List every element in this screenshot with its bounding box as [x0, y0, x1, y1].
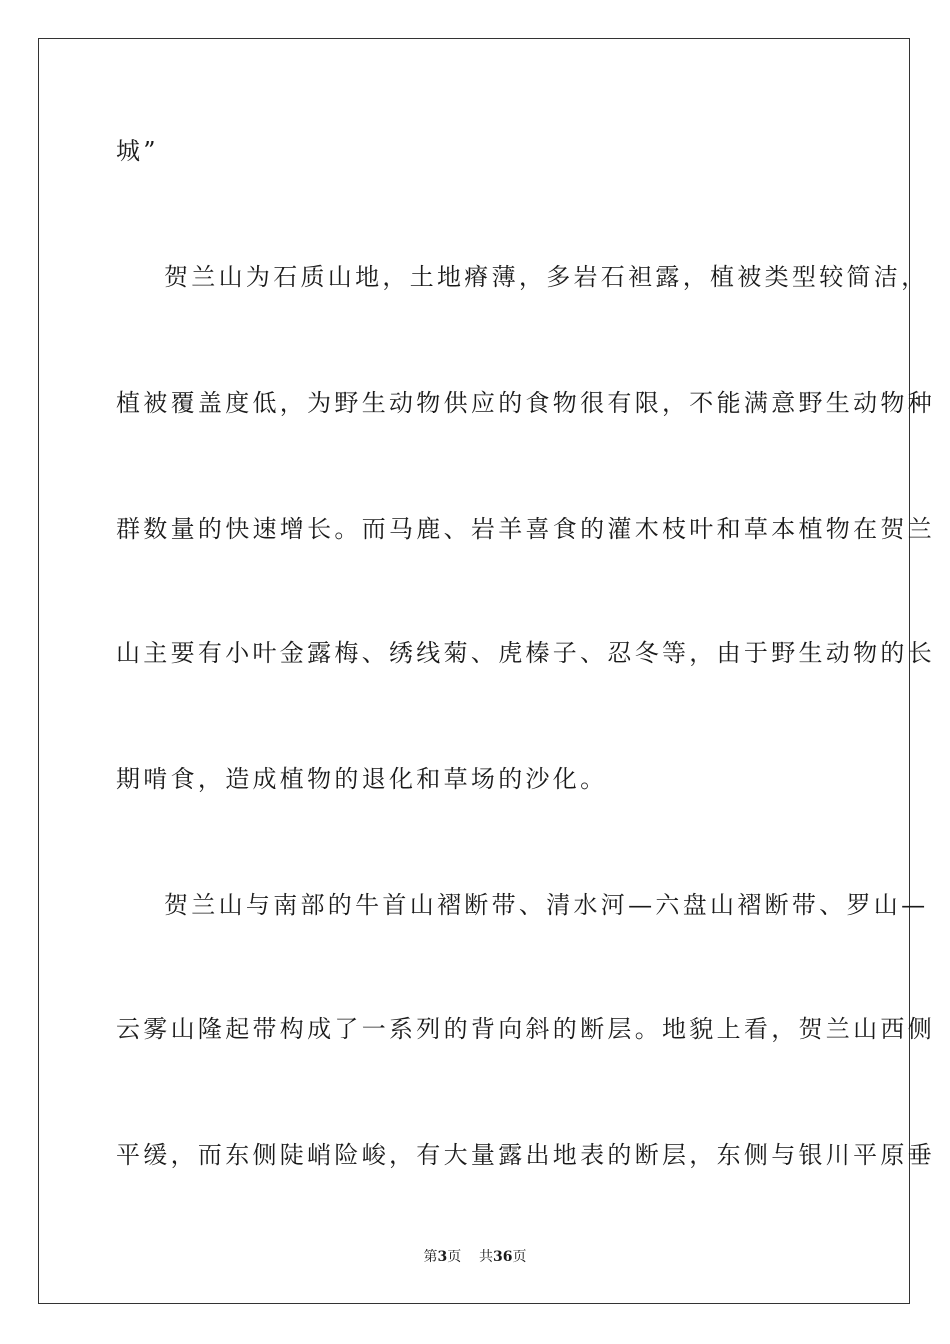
text-line-3: 植被覆盖度低，为野生动物供应的食物很有限，不能满意野生动物种 — [116, 389, 935, 417]
footer-page-unit: 页 — [447, 1249, 462, 1265]
footer-total-prefix: 共 — [479, 1249, 494, 1265]
text-line-4: 群数量的快速增长。而马鹿、岩羊喜食的灌木枝叶和草本植物在贺兰 — [116, 515, 935, 543]
page-footer — [0, 1248, 950, 1266]
text-line-5: 山主要有小叶金露梅、绣线菊、虎榛子、忍冬等，由于野生动物的长 — [116, 639, 935, 667]
text-line-2: 贺兰山为石质山地，土地瘠薄，多岩石袒露，植被类型较简洁， — [164, 263, 929, 291]
footer-total-pages: 36 — [493, 1249, 513, 1265]
text-line-1: 城” — [116, 137, 159, 165]
footer-page-number: 3 — [437, 1249, 448, 1265]
text-line-8: 云雾山隆起带构成了一系列的背向斜的断层。地貌上看，贺兰山西侧 — [116, 1015, 935, 1043]
text-line-7: 贺兰山与南部的牛首山褶断带、清水河—六盘山褶断带、罗山— — [164, 891, 929, 919]
page-border — [38, 38, 935, 1304]
footer-page-prefix: 第 — [423, 1249, 438, 1265]
text-line-6: 期啃食，造成植物的退化和草场的沙化。 — [116, 765, 608, 793]
footer-total-unit: 页 — [512, 1249, 527, 1265]
text-line-9: 平缓，而东侧陡峭险峻，有大量露出地表的断层，东侧与银川平原垂 — [116, 1141, 935, 1169]
